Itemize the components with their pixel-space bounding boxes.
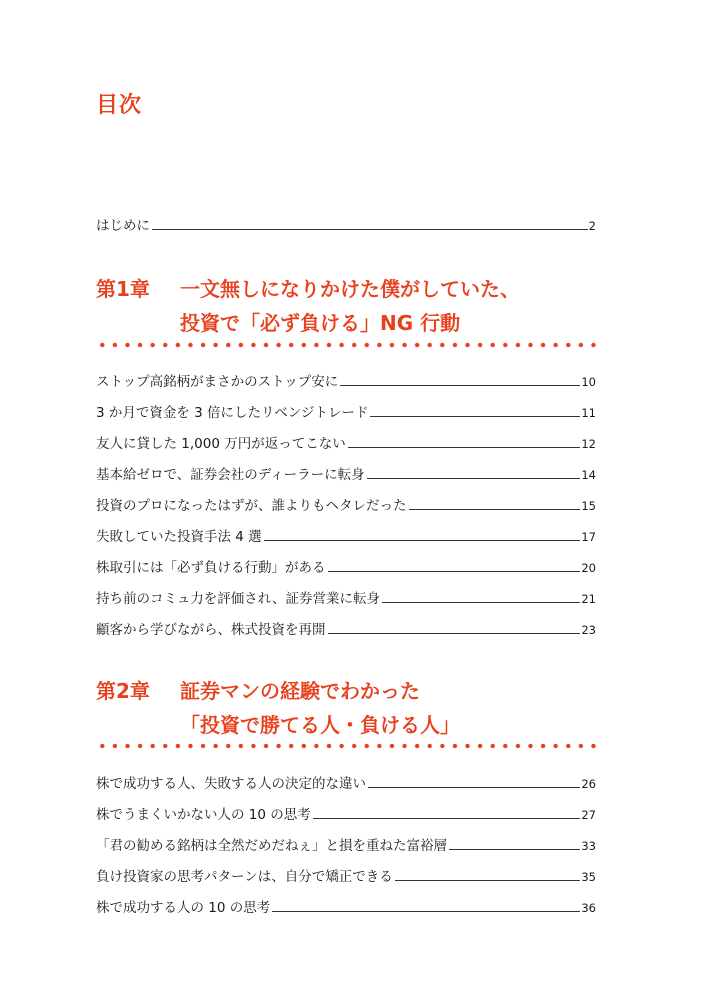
entry-page: 21 xyxy=(581,592,596,606)
leader-line xyxy=(340,385,580,386)
leader-line xyxy=(152,229,588,230)
toc-entry[interactable] xyxy=(96,770,596,792)
leader-line xyxy=(313,818,581,819)
entry-page: 27 xyxy=(581,808,596,822)
chapter-1-heading[interactable] xyxy=(96,272,520,340)
dotted-divider xyxy=(96,743,596,749)
entry-page: 33 xyxy=(581,839,596,853)
leader-line xyxy=(449,849,580,850)
entry-title: 基本給ゼロで、証券会社のディーラーに転身 xyxy=(96,467,365,483)
entry-title: 株取引には「必ず負ける行動」がある xyxy=(96,560,326,576)
entry-title: 株で成功する人の 10 の思考 xyxy=(96,900,271,916)
toc-entry[interactable] xyxy=(96,461,596,483)
toc-entry[interactable] xyxy=(96,894,596,916)
entry-title: 「君の勧める銘柄は全然だめだねぇ」と損を重ねた富裕層 xyxy=(96,838,447,854)
leader-line xyxy=(367,478,581,479)
entry-page: 15 xyxy=(581,499,596,513)
chapter-title-line1: 証券マンの経験でわかった xyxy=(180,679,420,703)
toc-entry[interactable] xyxy=(96,832,596,854)
entry-title: 株でうまくいかない人の 10 の思考 xyxy=(96,807,311,823)
dotted-divider xyxy=(96,342,596,348)
leader-line xyxy=(409,509,581,510)
chapter-title-line1: 一文無しになりかけた僕がしていた、 xyxy=(180,277,520,301)
entry-page: 14 xyxy=(581,468,596,482)
entry-page: 10 xyxy=(581,375,596,389)
leader-line xyxy=(382,602,580,603)
toc-entry[interactable] xyxy=(96,616,596,638)
entry-page: 35 xyxy=(581,870,596,884)
entry-page: 12 xyxy=(581,437,596,451)
entry-page: 17 xyxy=(581,530,596,544)
entry-page: 36 xyxy=(581,901,596,915)
entry-title: 友人に貸した 1,000 万円が返ってこない xyxy=(96,436,346,452)
toc-entry[interactable] xyxy=(96,523,596,545)
entry-title: ストップ高銘柄がまさかのストップ安に xyxy=(96,374,339,390)
entry-title: 負け投資家の思考パターンは、自分で矯正できる xyxy=(96,869,393,885)
entry-title: 投資のプロになったはずが、誰よりもヘタレだった xyxy=(96,498,407,514)
chapter-number: 第1章 xyxy=(96,277,150,301)
entry-page: 23 xyxy=(581,623,596,637)
leader-line xyxy=(348,447,581,448)
leader-line xyxy=(264,540,581,541)
chapter-2-heading[interactable] xyxy=(96,674,460,742)
leader-line xyxy=(272,911,580,912)
toc-entry[interactable] xyxy=(96,399,596,421)
leader-line xyxy=(368,787,580,788)
entry-title: 株で成功する人、失敗する人の決定的な違い xyxy=(96,776,366,792)
toc-entry[interactable] xyxy=(96,492,596,514)
leader-line xyxy=(395,880,581,881)
leader-line xyxy=(328,633,581,634)
entry-page: 2 xyxy=(588,219,596,233)
entry-title: はじめに xyxy=(96,218,150,234)
entry-page: 11 xyxy=(581,406,596,420)
toc-entry[interactable] xyxy=(96,554,596,576)
toc-entry-intro[interactable] xyxy=(96,212,596,234)
leader-line xyxy=(370,416,580,417)
toc-entry[interactable] xyxy=(96,801,596,823)
entry-title: 3 か月で資金を 3 倍にしたリベンジトレード xyxy=(96,405,369,421)
chapter-number: 第2章 xyxy=(96,679,150,703)
chapter-title-line2: 投資で「必ず負ける」NG 行動 xyxy=(180,311,461,335)
chapter-title-line2: 「投資で勝てる人・負ける人」 xyxy=(180,713,460,737)
entry-title: 持ち前のコミュ力を評価され、証券営業に転身 xyxy=(96,591,381,607)
entry-page: 20 xyxy=(581,561,596,575)
entry-page: 26 xyxy=(581,777,596,791)
toc-entry[interactable] xyxy=(96,863,596,885)
entry-title: 顧客から学びながら、株式投資を再開 xyxy=(96,622,326,638)
toc-entry[interactable] xyxy=(96,368,596,390)
entry-title: 失敗していた投資手法 4 選 xyxy=(96,529,262,545)
leader-line xyxy=(328,571,581,572)
toc-entry[interactable] xyxy=(96,585,596,607)
toc-entry[interactable] xyxy=(96,430,596,452)
toc-heading: 目次 xyxy=(96,93,143,118)
